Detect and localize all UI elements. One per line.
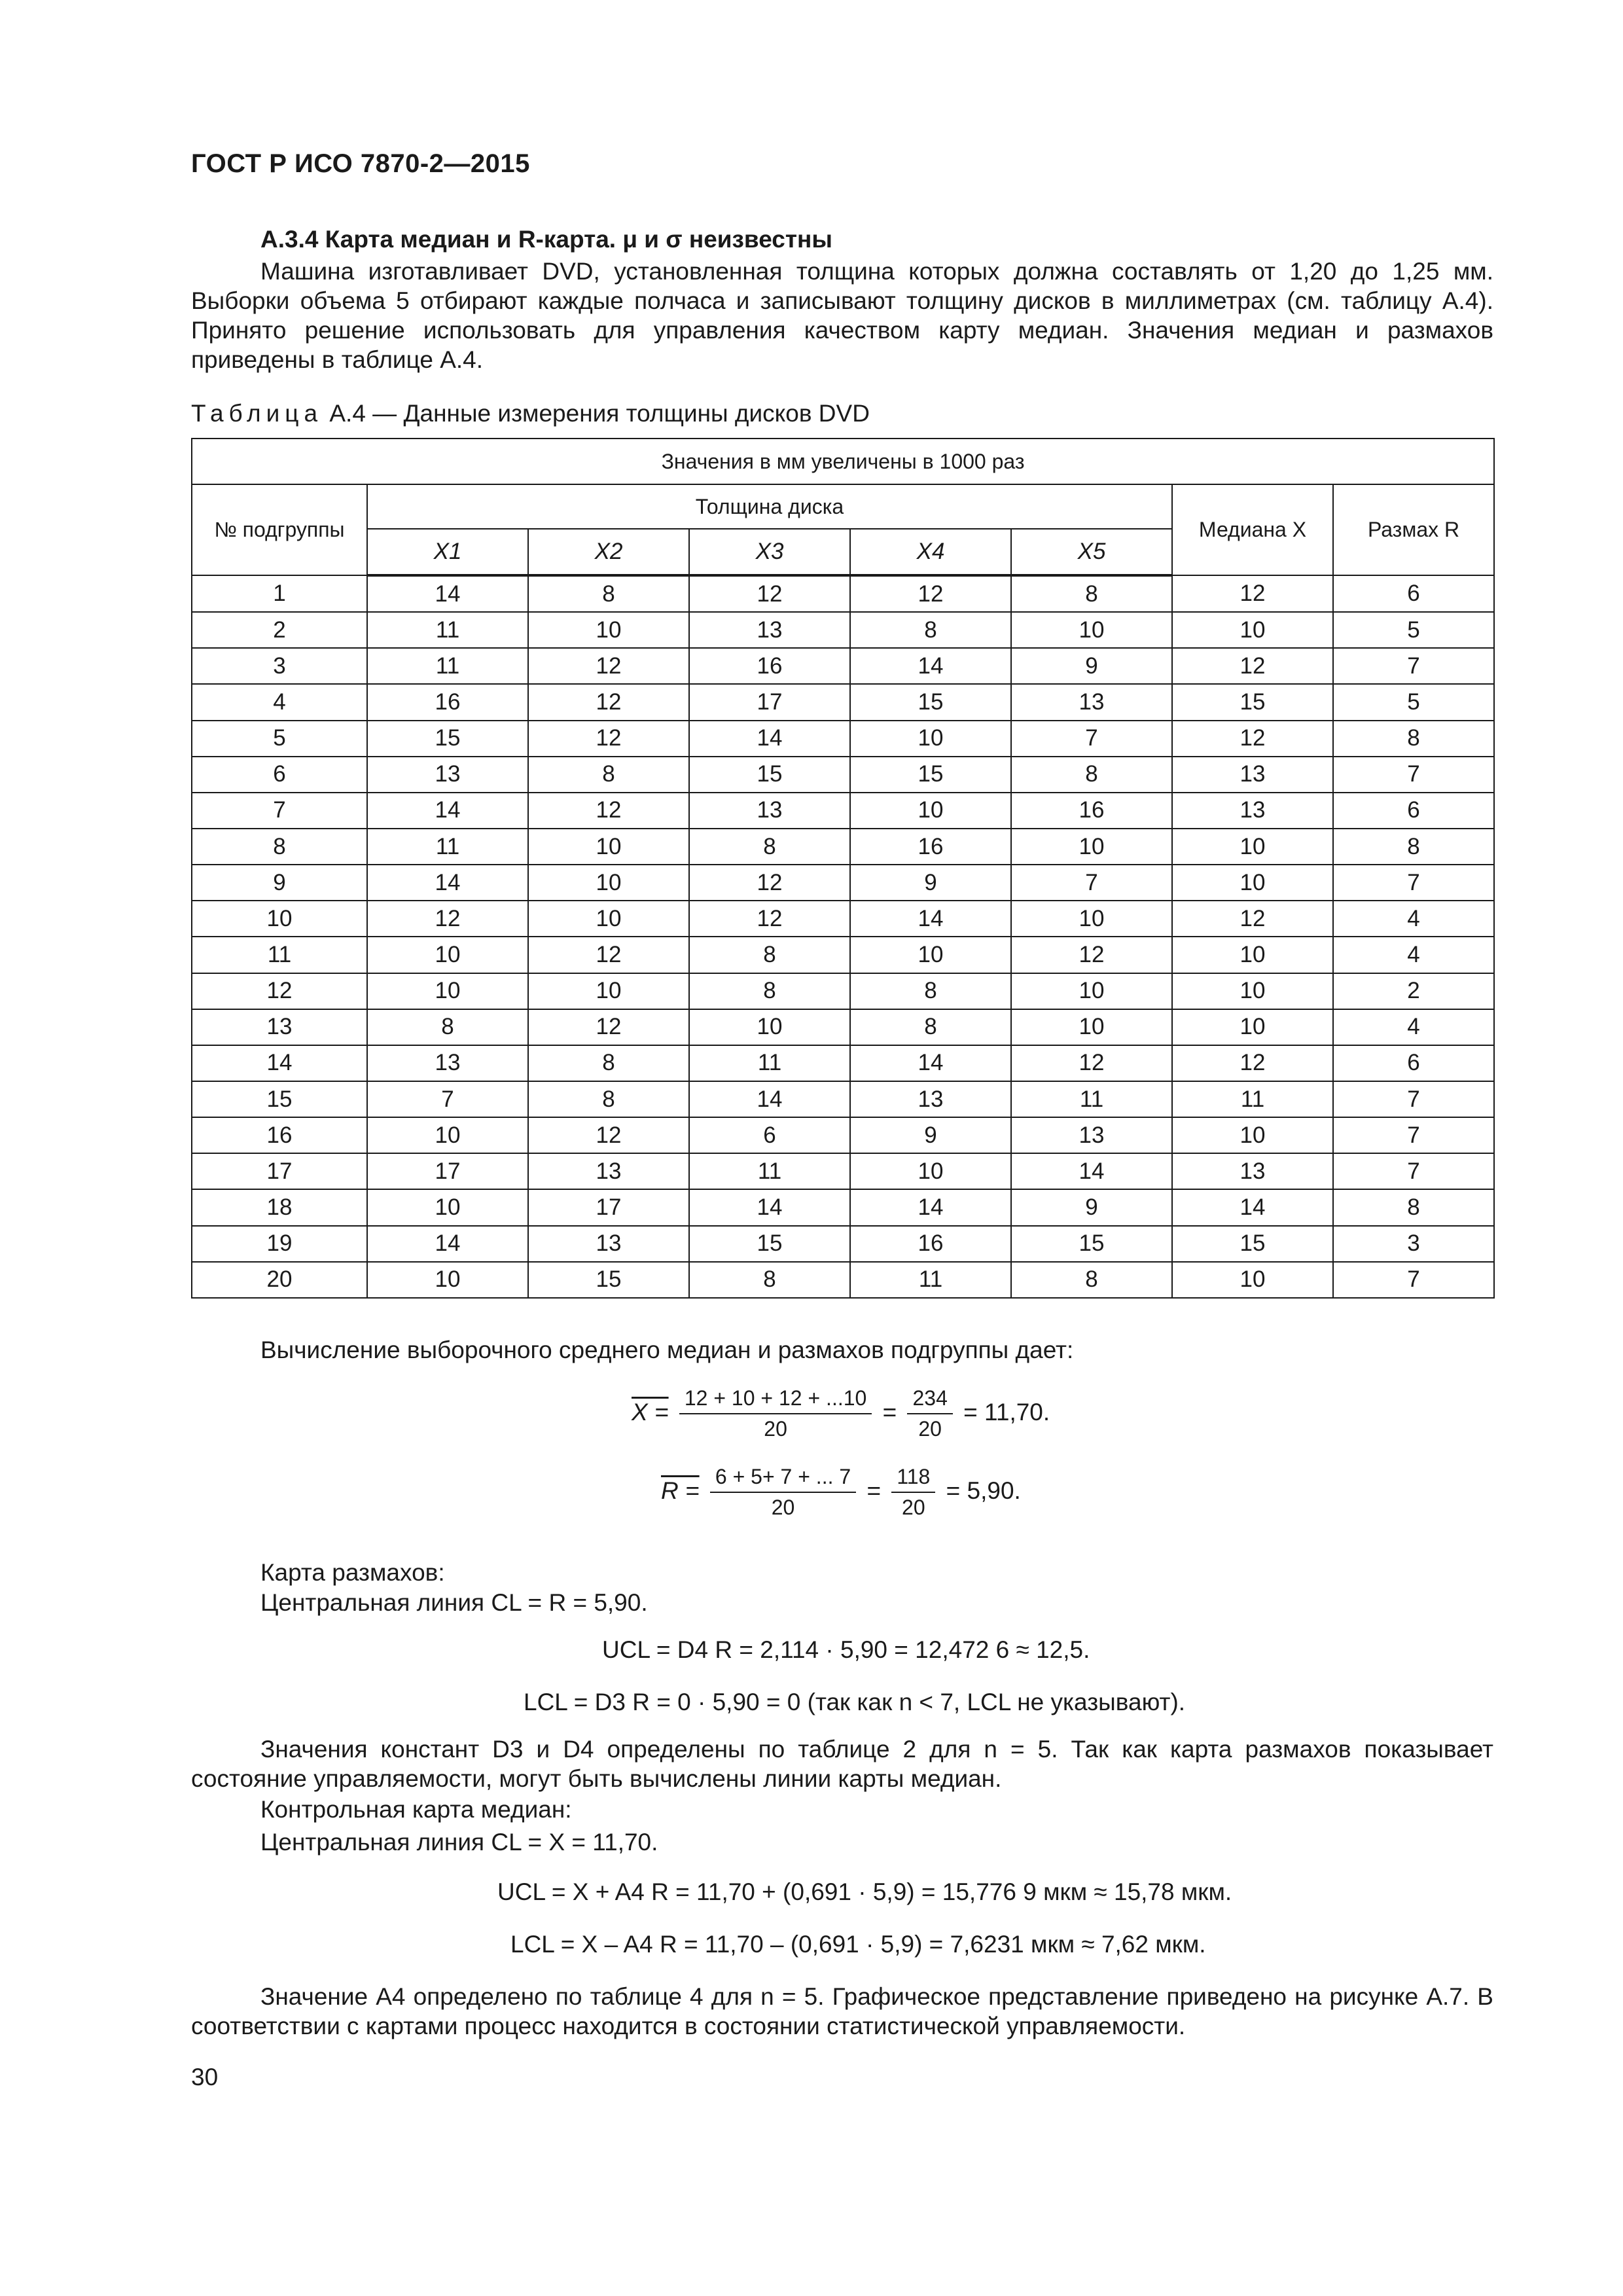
table-cell: 14	[689, 1189, 850, 1225]
table-cell: 12	[1172, 901, 1333, 937]
table-cell: 11	[192, 937, 367, 973]
table-cell: 6	[1333, 575, 1494, 612]
table-cell: 12	[689, 575, 850, 612]
table-row	[192, 1262, 1494, 1298]
table-cell: 5	[1333, 612, 1494, 648]
table-cell: 14	[850, 901, 1011, 937]
table-cell: 14	[689, 1081, 850, 1117]
table-cell: 11	[367, 829, 528, 865]
x-column-header: X5	[1011, 529, 1172, 575]
table-cell: 10	[192, 901, 367, 937]
table-cell: 14	[850, 1189, 1011, 1225]
table-cell: 15	[192, 1081, 367, 1117]
table-cell: 10	[1172, 612, 1333, 648]
table-cell: 9	[192, 865, 367, 901]
table-cell: 8	[528, 1045, 689, 1081]
rbar-lhs: R =	[661, 1477, 700, 1504]
table-cell: 8	[689, 937, 850, 973]
median-lcl: LCL = X – A4 R = 11,70 – (0,691 · 5,9) = 7,6231 мкм ≈ 7,62 мкм.	[510, 1931, 1206, 1958]
table-cell: 8	[528, 575, 689, 612]
table-row	[192, 575, 1494, 612]
table-cell: 11	[850, 1262, 1011, 1298]
table-cell: 10	[1172, 865, 1333, 901]
section-heading: А.3.4 Карта медиан и R-карта. μ и σ неизвестны	[260, 226, 832, 253]
table-cell: 10	[528, 973, 689, 1009]
table-cell: 16	[192, 1117, 367, 1153]
table-cell: 12	[689, 901, 850, 937]
range-chart-title: Карта размахов:	[260, 1559, 445, 1586]
median-chart-note: Значение A4 определено по таблице 4 для n = 5. Графическое представление приведено на рисунке А.7. В соответствии с картами процесс находится в состоянии статистической управляемости.	[191, 1983, 1493, 2039]
table-cell: 13	[1011, 1117, 1172, 1153]
table-caption	[191, 400, 870, 427]
table-cell: 5	[1333, 684, 1494, 720]
table-caption-word: Таблица	[191, 400, 323, 427]
page-number: 30	[191, 2064, 219, 2090]
table-cell: 14	[689, 721, 850, 757]
x-column-header: X1	[367, 529, 528, 575]
table-cell: 19	[192, 1226, 367, 1262]
x-column-header: X4	[850, 529, 1011, 575]
table-cell: 14	[1172, 1189, 1333, 1225]
table-cell: 6	[192, 757, 367, 793]
table-cell: 10	[1172, 937, 1333, 973]
table-cell: 7	[1011, 865, 1172, 901]
intro-paragraph: Машина изготавливает DVD, установленная толщина которых должна составлять от 1,20 до 1,25 мм. Выборки объема 5 отбирают каждые полчаса и записывают толщину дисков в миллиметрах (см. таблицу А.4). Принято решение использовать для управления качеством карту медиан. Значения медиан и размахов приведены в таблице А.4.	[191, 258, 1493, 373]
table-cell: 7	[367, 1081, 528, 1117]
xbar-numerator: 12 + 10 + 12 + ...10	[679, 1386, 872, 1414]
table-cell: 10	[850, 1153, 1011, 1189]
rbar-numerator: 6 + 5+ 7 + ... 7	[710, 1465, 856, 1493]
table-row	[192, 721, 1494, 757]
table-cell: 8	[1011, 757, 1172, 793]
table-cell: 8	[528, 757, 689, 793]
table-cell: 17	[528, 1189, 689, 1225]
table-cell: 8	[1333, 1189, 1494, 1225]
table-cell: 10	[367, 1117, 528, 1153]
rbar-denominator: 20	[771, 1496, 795, 1519]
xbar-formula	[632, 1386, 1050, 1441]
table-cell: 11	[689, 1153, 850, 1189]
table-cell: 10	[689, 1009, 850, 1045]
table-row	[192, 865, 1494, 901]
table-cell: 16	[850, 1226, 1011, 1262]
table-cell: 2	[192, 612, 367, 648]
median-chart-title: Контрольная карта медиан:	[260, 1796, 572, 1823]
dvd-thickness-table	[191, 438, 1495, 1299]
table-cell: 10	[1011, 1009, 1172, 1045]
table-row	[192, 937, 1494, 973]
table-cell: 1	[192, 575, 367, 612]
table-cell: 14	[850, 1045, 1011, 1081]
table-cell: 10	[367, 937, 528, 973]
xbar-fraction	[679, 1386, 872, 1441]
table-cell: 15	[689, 757, 850, 793]
table-cell: 12	[528, 648, 689, 684]
table-cell: 10	[528, 901, 689, 937]
table-cell: 12	[528, 937, 689, 973]
table-cell: 8	[528, 1081, 689, 1117]
table-cell: 13	[192, 1009, 367, 1045]
table-cell: 18	[192, 1189, 367, 1225]
table-row	[192, 1117, 1494, 1153]
table-cell: 8	[689, 829, 850, 865]
table-cell: 8	[1011, 1262, 1172, 1298]
table-cell: 11	[1011, 1081, 1172, 1117]
table-cell: 17	[192, 1153, 367, 1189]
table-cell: 13	[528, 1226, 689, 1262]
table-cell: 13	[689, 612, 850, 648]
table-cell: 9	[850, 865, 1011, 901]
table-cell: 13	[528, 1153, 689, 1189]
table-cell: 12	[1172, 721, 1333, 757]
table-cell: 12	[528, 721, 689, 757]
table-row	[192, 612, 1494, 648]
table-cell: 8	[850, 1009, 1011, 1045]
rbar-numerator2: 118	[891, 1465, 935, 1493]
table-cell: 12	[1172, 648, 1333, 684]
table-cell: 5	[192, 721, 367, 757]
subgroup-column-header: № подгруппы	[192, 484, 367, 575]
xbar-result: = 11,70.	[963, 1398, 1050, 1426]
rbar-denominator2: 20	[902, 1496, 925, 1519]
table-row	[192, 793, 1494, 829]
table-row	[192, 829, 1494, 865]
x-column-header: X2	[528, 529, 689, 575]
table-row	[192, 1189, 1494, 1225]
table-cell: 12	[528, 1009, 689, 1045]
table-cell: 15	[850, 684, 1011, 720]
table-cell: 12	[192, 973, 367, 1009]
table-cell: 20	[192, 1262, 367, 1298]
table-cell: 13	[850, 1081, 1011, 1117]
table-cell: 15	[367, 721, 528, 757]
xbar-denominator2: 20	[918, 1417, 942, 1441]
table-row	[192, 1009, 1494, 1045]
table-cell: 12	[528, 684, 689, 720]
table-cell: 10	[528, 865, 689, 901]
table-cell: 14	[1011, 1153, 1172, 1189]
median-ucl: UCL = X + A4 R = 11,70 + (0,691 · 5,9) = 15,776 9 мкм ≈ 15,78 мкм.	[497, 1878, 1232, 1905]
table-cell: 10	[1011, 973, 1172, 1009]
median-column-header: Медиана X	[1172, 484, 1333, 575]
range-chart-center: Центральная линия CL = R = 5,90.	[260, 1589, 648, 1616]
table-cell: 12	[1011, 937, 1172, 973]
table-cell: 15	[850, 757, 1011, 793]
table-cell: 15	[1172, 1226, 1333, 1262]
table-cell: 7	[192, 793, 367, 829]
table-cell: 13	[367, 1045, 528, 1081]
table-cell: 7	[1333, 757, 1494, 793]
table-cell: 8	[850, 612, 1011, 648]
table-cell: 14	[192, 1045, 367, 1081]
table-cell: 10	[367, 1262, 528, 1298]
table-cell: 11	[689, 1045, 850, 1081]
table-cell: 10	[850, 721, 1011, 757]
table-cell: 7	[1333, 1153, 1494, 1189]
table-cell: 9	[850, 1117, 1011, 1153]
table-cell: 13	[1011, 684, 1172, 720]
table-cell: 17	[367, 1153, 528, 1189]
table-cell: 12	[367, 901, 528, 937]
table-row	[192, 648, 1494, 684]
table-cell: 8	[367, 1009, 528, 1045]
table-cell: 14	[367, 575, 528, 612]
table-row	[192, 1081, 1494, 1117]
table-row	[192, 1153, 1494, 1189]
table-cell: 10	[528, 612, 689, 648]
table-cell: 13	[1172, 757, 1333, 793]
units-header: Значения в мм увеличены в 1000 раз	[192, 439, 1494, 484]
table-cell: 10	[528, 829, 689, 865]
table-cell: 15	[528, 1262, 689, 1298]
table-cell: 17	[689, 684, 850, 720]
rbar-equals: =	[866, 1477, 882, 1504]
table-cell: 8	[689, 973, 850, 1009]
table-cell: 7	[1333, 1117, 1494, 1153]
table-cell: 15	[1011, 1226, 1172, 1262]
table-cell: 10	[1011, 829, 1172, 865]
table-row	[192, 684, 1494, 720]
xbar-fraction2	[907, 1386, 952, 1441]
table-cell: 10	[1172, 829, 1333, 865]
table-cell: 14	[367, 793, 528, 829]
rbar-fraction	[710, 1465, 856, 1520]
table-cell: 12	[528, 1117, 689, 1153]
table-cell: 8	[1011, 575, 1172, 612]
table-row	[192, 757, 1494, 793]
table-cell: 10	[367, 1189, 528, 1225]
xbar-denominator: 20	[764, 1417, 787, 1441]
table-cell: 11	[367, 648, 528, 684]
xbar-lhs: X =	[632, 1398, 669, 1426]
table-cell: 10	[1172, 1009, 1333, 1045]
table-cell: 10	[367, 973, 528, 1009]
table-cell: 12	[850, 575, 1011, 612]
table-cell: 10	[850, 937, 1011, 973]
table-cell: 2	[1333, 973, 1494, 1009]
x-column-header: X3	[689, 529, 850, 575]
table-cell: 10	[850, 793, 1011, 829]
range-ucl: UCL = D4 R = 2,114 · 5,90 = 12,472 6 ≈ 12,5.	[602, 1636, 1090, 1663]
table-cell: 12	[1172, 1045, 1333, 1081]
table-cell: 12	[528, 793, 689, 829]
table-cell: 12	[689, 865, 850, 901]
range-lcl: LCL = D3 R = 0 · 5,90 = 0 (так как n < 7, LCL не указывают).	[524, 1689, 1186, 1715]
table-cell: 4	[1333, 901, 1494, 937]
calc-intro: Вычисление выборочного среднего медиан и размахов подгруппы дает:	[260, 1336, 1074, 1363]
table-cell: 10	[1011, 901, 1172, 937]
table-cell: 11	[1172, 1081, 1333, 1117]
xbar-numerator2: 234	[907, 1386, 952, 1414]
table-cell: 16	[1011, 793, 1172, 829]
table-cell: 7	[1333, 1262, 1494, 1298]
table-cell: 14	[367, 865, 528, 901]
table-cell: 7	[1333, 865, 1494, 901]
thickness-column-header: Толщина диска	[367, 484, 1172, 529]
table-cell: 10	[1172, 1117, 1333, 1153]
document-header: ГОСТ Р ИСО 7870-2—2015	[191, 149, 530, 178]
table-row	[192, 1045, 1494, 1081]
table-cell: 3	[1333, 1226, 1494, 1262]
table-cell: 13	[689, 793, 850, 829]
table-cell: 13	[1172, 1153, 1333, 1189]
xbar-equals: =	[882, 1398, 897, 1426]
table-cell: 3	[192, 648, 367, 684]
table-cell: 13	[1172, 793, 1333, 829]
table-cell: 6	[1333, 1045, 1494, 1081]
table-cell: 12	[1011, 1045, 1172, 1081]
table-cell: 8	[1333, 829, 1494, 865]
table-cell: 6	[689, 1117, 850, 1153]
table-cell: 8	[850, 973, 1011, 1009]
table-cell: 6	[1333, 793, 1494, 829]
table-cell: 7	[1011, 721, 1172, 757]
range-column-header: Размах R	[1333, 484, 1494, 575]
table-cell: 10	[1011, 612, 1172, 648]
table-cell: 10	[1172, 973, 1333, 1009]
table-cell: 13	[367, 757, 528, 793]
rbar-result: = 5,90.	[946, 1477, 1021, 1504]
table-cell: 10	[1172, 1262, 1333, 1298]
table-cell: 9	[1011, 648, 1172, 684]
table-cell: 16	[689, 648, 850, 684]
table-cell: 8	[1333, 721, 1494, 757]
table-cell: 8	[689, 1262, 850, 1298]
median-chart-center: Центральная линия CL = X = 11,70.	[260, 1829, 658, 1856]
table-row	[192, 973, 1494, 1009]
table-cell: 9	[1011, 1189, 1172, 1225]
range-chart-note: Значения констант D3 и D4 определены по таблице 2 для n = 5. Так как карта размахов показывает состояние управляемости, могут быть вычислены линии карты медиан.	[191, 1736, 1493, 1792]
table-cell: 7	[1333, 1081, 1494, 1117]
table-cell: 4	[192, 684, 367, 720]
table-cell: 11	[367, 612, 528, 648]
table-cell: 7	[1333, 648, 1494, 684]
table-cell: 15	[1172, 684, 1333, 720]
table-row	[192, 901, 1494, 937]
rbar-fraction2	[891, 1465, 935, 1520]
table-caption-text: А.4 — Данные измерения толщины дисков DVD	[329, 400, 870, 427]
table-cell: 15	[689, 1226, 850, 1262]
table-cell: 14	[850, 648, 1011, 684]
table-cell: 14	[367, 1226, 528, 1262]
table-cell: 4	[1333, 937, 1494, 973]
table-row	[192, 1226, 1494, 1262]
table-cell: 4	[1333, 1009, 1494, 1045]
table-cell: 16	[850, 829, 1011, 865]
rbar-formula	[661, 1465, 1021, 1520]
table-cell: 8	[192, 829, 367, 865]
table-cell: 16	[367, 684, 528, 720]
table-cell: 12	[1172, 575, 1333, 612]
